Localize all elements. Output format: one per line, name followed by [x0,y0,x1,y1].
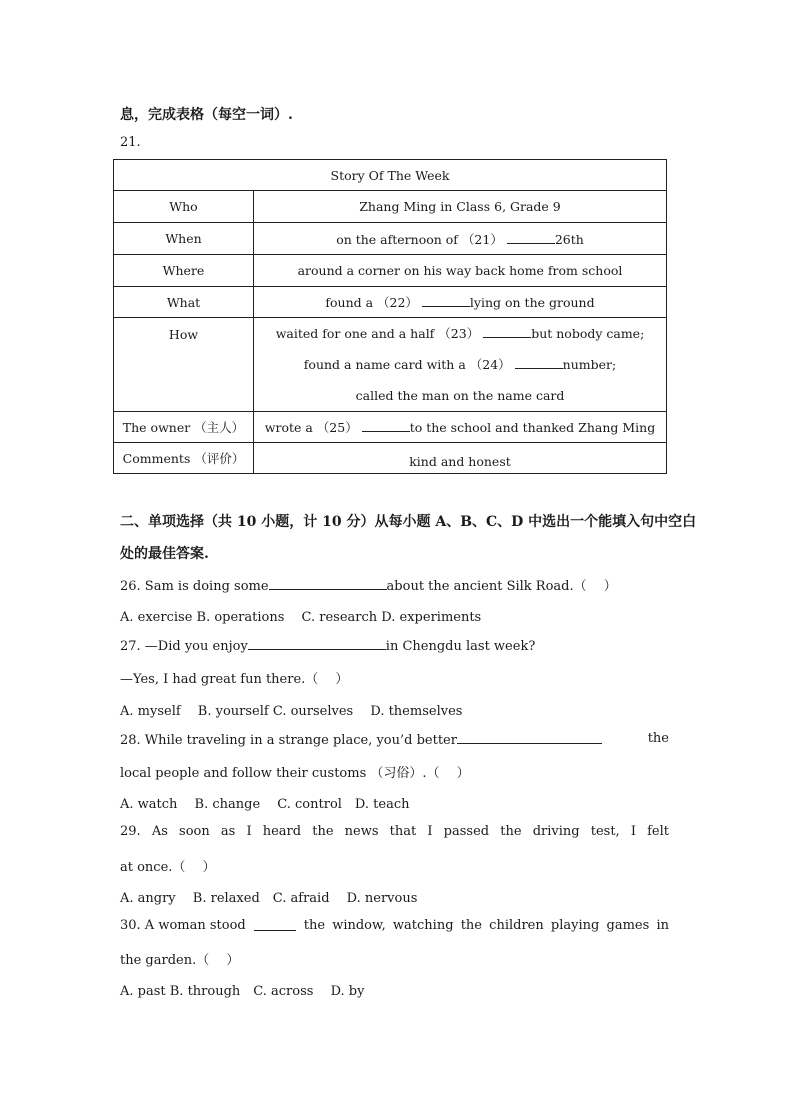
row-value-who: Zhang Ming in Class 6, Grade 9 [254,191,667,223]
blank-25[interactable] [362,419,410,432]
q28-stem-left [120,731,602,748]
table-row-comments [114,443,667,474]
row-label-where: Where [114,255,254,287]
q29-line2: at once.（ ） [120,860,216,875]
q29-options: A. angry B. relaxed C. afraid D. nervous [120,891,418,906]
row-value-where: around a corner on his way back home from school [254,255,667,287]
how-line1-after: but nobody came; [531,326,645,341]
table-title-row [114,160,667,191]
row-value-when [254,223,667,255]
table-row-owner [114,412,667,443]
how-line-2 [254,349,666,380]
q28-blank[interactable] [457,731,602,744]
owner-text-before: wrote a （25） [264,420,358,435]
how-line1-before: waited for one and a half （23） [275,326,480,341]
row-label-when: When [114,223,254,255]
q28-line2: local people and follow their customs （习俗）.（ ） [120,766,470,781]
q26-stem-after: about the ancient Silk Road.（ ） [386,579,617,594]
table-row-who [114,191,667,223]
how-line-3: called the man on the name card [355,388,565,403]
blank-22[interactable] [422,294,470,307]
q29-line1: 29. As soon as I heard the news that I passed the driving test, I felt [120,824,669,839]
q27-line2: —Yes, I had great fun there.（ ） [120,672,349,687]
table-row-when [114,223,667,255]
section2-heading-line2: 处的最佳答案. [120,546,209,562]
owner-text-after: to the school and thanked Zhang Ming [409,420,656,435]
blank-24[interactable] [515,356,563,369]
q30-options: A. past B. through C. across D. by [120,984,365,999]
q26-stem [120,575,617,594]
q28-options: A. watch B. change C. control D. teach [120,797,410,812]
q30-stem-after: the window, watching the children playing games in [303,918,669,933]
row-label-comments: Comments （评价） [114,443,254,474]
q26-blank[interactable] [269,577,387,590]
table-row-what [114,287,667,318]
when-text-before: on the afternoon of （21） [336,231,503,247]
table-title: Story Of The Week [114,160,667,191]
q27-options: A. myself B. yourself C. ourselves D. themselves [120,704,463,719]
q26-stem-before: 26. Sam is doing some [120,579,269,594]
what-text-after: lying on the ground [469,295,595,310]
row-label-how: How [114,318,254,412]
q27-blank[interactable] [248,637,386,650]
q28-stem-before: 28. While traveling in a strange place, you’d better [120,733,457,748]
row-value-comments: kind and honest [254,443,667,474]
row-label-owner: The owner （主人） [114,412,254,443]
q30-blank[interactable] [254,918,296,931]
row-label-who: Who [114,191,254,223]
how-line-1 [254,318,666,349]
q27-stem-after: in Chengdu last week? [385,639,536,654]
q30-line1 [120,918,669,933]
blank-23[interactable] [483,325,531,338]
story-table [113,159,667,474]
section2-heading-line1: 二、单项选择（共 10 小题，计 10 分）从每小题 A、B、C、D 中选出一个能填入句中空白 [120,514,697,530]
row-value-what [254,287,667,318]
row-value-owner [254,412,667,443]
how-line2-after: number; [562,357,617,372]
row-value-how [254,318,667,412]
q30-line2: the garden.（ ） [120,953,240,968]
q30-stem-before: 30. A woman stood [120,918,246,933]
how-line2-before: found a name card with a （24） [303,357,511,372]
q27-stem-before: 27. —Did you enjoy [120,639,248,654]
q28-stem-after: the [647,731,669,746]
table-row-where [114,255,667,287]
row-label-what: What [114,287,254,318]
question-number-21: 21. [120,135,141,150]
q27-stem [120,637,535,654]
what-text-before: found a （22） [325,295,418,310]
blank-21[interactable] [507,231,555,244]
table-row-how [114,318,667,412]
when-text-after: 26th [554,231,584,247]
section-heading: 息，完成表格（每空一词）. [120,107,293,123]
q26-options: A. exercise B. operations C. research D. experiments [120,610,482,625]
